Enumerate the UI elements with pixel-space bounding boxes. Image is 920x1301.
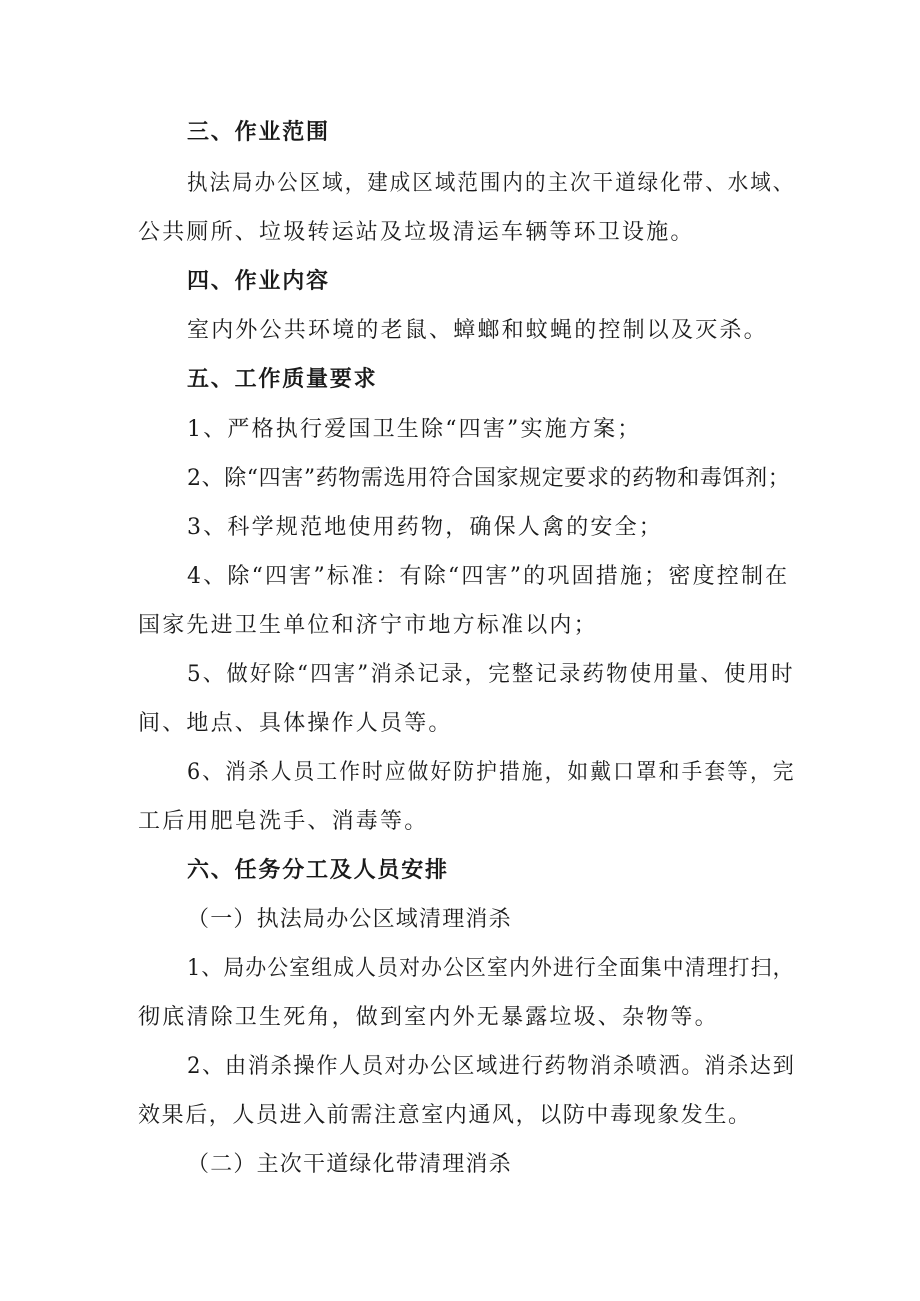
section-heading-scope: 三、作业范围 (187, 120, 330, 145)
list-item: 3、科学规范地使用药物，确保人禽的安全； (187, 515, 663, 540)
list-item: 6、消杀人员工作时应做好防护措施，如戴口罩和手套等，完 (187, 760, 796, 785)
list-item-continuation: 工后用肥皂洗手、消毒等。 (138, 809, 429, 834)
list-item-continuation: 国家先进卫生单位和济宁市地方标准以内； (138, 613, 598, 638)
paragraph-line: 室内外公共环境的老鼠、蟑螂和蚊蝇的控制以及灭杀。 (187, 318, 768, 343)
section-heading-content: 四、作业内容 (187, 269, 330, 294)
list-item: 2、由消杀操作人员对办公区域进行药物消杀喷洒。消杀达到 (187, 1054, 796, 1079)
list-item: 1、局办公室组成人员对办公区室内外进行全面集中清理打扫， (187, 956, 795, 981)
paragraph-line: 执法局办公区域，建成区域范围内的主次干道绿化带、水域、 (187, 171, 796, 196)
list-item: 4、除“四害”标准：有除“四害”的巩固措施；密度控制在 (187, 564, 790, 589)
list-item: 2、除“四害”药物需选用符合国家规定要求的药物和毒饵剂； (187, 466, 791, 491)
paragraph-line: 公共厕所、垃圾转运站及垃圾清运车辆等环卫设施。 (138, 220, 695, 245)
list-item: 1、严格执行爱国卫生除“四害”实施方案； (187, 417, 642, 442)
subsection-heading: （二）主次干道绿化带清理消杀 (187, 1152, 512, 1177)
list-item-continuation: 彻底清除卫生死角，做到室内外无暴露垃圾、杂物等。 (138, 1005, 719, 1030)
section-heading-quality: 五、工作质量要求 (187, 367, 378, 392)
section-heading-assignment: 六、任务分工及人员安排 (187, 858, 449, 883)
list-item-continuation: 间、地点、具体操作人员等。 (138, 711, 453, 736)
list-item: 5、做好除“四害”消杀记录，完整记录药物使用量、使用时 (187, 662, 795, 687)
list-item-continuation: 效果后，人员进入前需注意室内通风，以防中毒现象发生。 (138, 1103, 752, 1128)
subsection-heading: （一）执法局办公区域清理消杀 (187, 907, 512, 932)
